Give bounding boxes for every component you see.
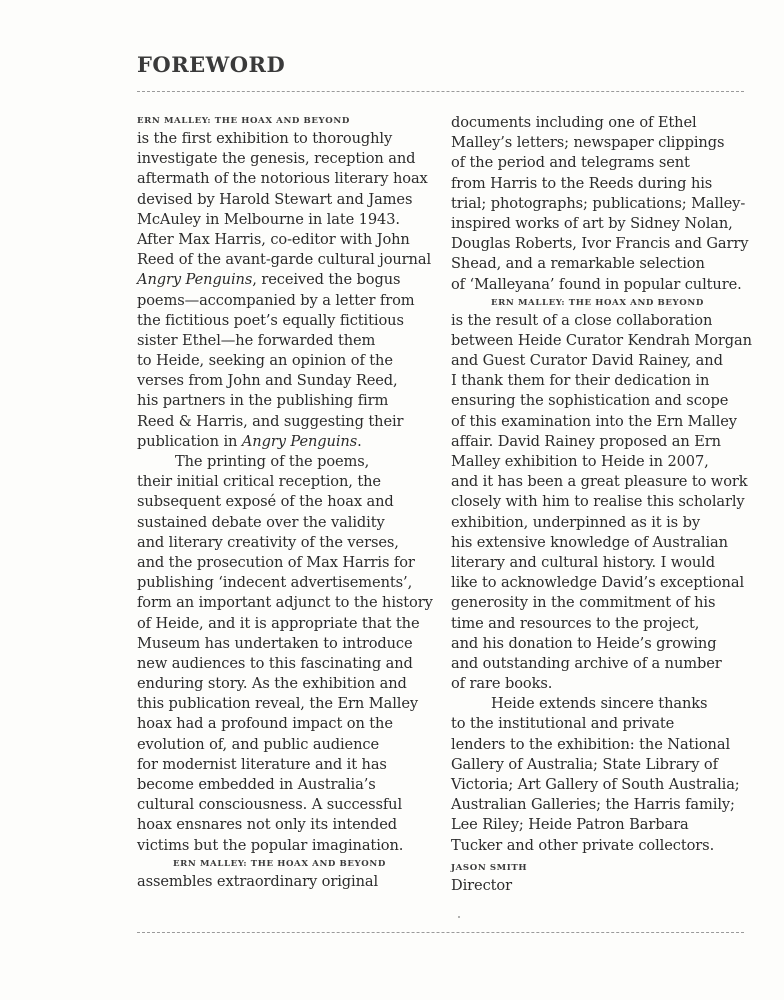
exhibition-title-smallcaps: ERN MALLEY: THE HOAX AND BEYOND bbox=[173, 858, 386, 869]
text-line: and Guest Curator David Rainey, and bbox=[451, 352, 723, 370]
text-line: subsequent exposé of the hoax and bbox=[137, 493, 394, 511]
text-line: Gallery of Australia; State Library of bbox=[451, 755, 718, 773]
text-line: Douglas Roberts, Ivor Francis and Garry bbox=[451, 235, 749, 253]
text-line: like to acknowledge David’s exceptional bbox=[451, 574, 745, 592]
left-column bbox=[137, 113, 437, 892]
text-line: ensuring the sophistication and scope bbox=[451, 392, 729, 410]
text-line: is the first exhibition to thoroughly bbox=[137, 130, 393, 147]
text-line: Australian Galleries; the Harris family; bbox=[451, 796, 735, 814]
text-line: enduring story. As the exhibition and bbox=[137, 675, 407, 693]
right-column bbox=[451, 113, 751, 896]
text-line: Reed of the avant-garde cultural journal bbox=[137, 251, 432, 269]
signature-name: JASON SMITH bbox=[451, 862, 528, 873]
text-line: literary and cultural history. I would bbox=[451, 553, 715, 571]
text-line: from Harris to the Reeds during his bbox=[451, 174, 713, 192]
text-line: After Max Harris, co-editor with John bbox=[137, 230, 410, 248]
exhibition-title-smallcaps: ERN MALLEY: THE HOAX AND BEYOND bbox=[137, 116, 350, 126]
text-line: the fictitious poet’s equally fictitious bbox=[137, 311, 404, 329]
text-line: victims but the popular imagination. bbox=[137, 836, 404, 854]
text-line: exhibition, underpinned as it is by bbox=[451, 513, 700, 531]
top-divider bbox=[137, 91, 744, 92]
speck-mark bbox=[458, 916, 460, 918]
text-line: hoax had a profound impact on the bbox=[137, 715, 393, 733]
text-line: lenders to the exhibition: the National bbox=[451, 735, 731, 753]
text-line: new audiences to this fascinating and bbox=[137, 654, 413, 672]
journal-title-italic: Angry Penguins bbox=[137, 271, 253, 289]
text-line: form an important adjunct to the history bbox=[137, 594, 433, 612]
text-line: and it has been a great pleasure to work bbox=[451, 473, 748, 491]
text-line bbox=[137, 432, 437, 452]
text-line: Lee Riley; Heide Patron Barbara bbox=[451, 816, 689, 834]
text-line: become embedded in Australia’s bbox=[137, 776, 376, 793]
text-fragment: publication in bbox=[137, 432, 242, 450]
bottom-divider bbox=[137, 932, 744, 933]
text-line: to the institutional and private bbox=[451, 715, 675, 733]
text-line: I thank them for their dedication in bbox=[451, 372, 710, 390]
text-line: sustained debate over the validity bbox=[137, 513, 385, 531]
journal-title-italic: Angry Penguins bbox=[241, 432, 358, 450]
text-line: Reed & Harris, and suggesting their bbox=[137, 412, 404, 430]
page-title: FOREWORD bbox=[137, 52, 286, 77]
text-line: of the period and telegrams sent bbox=[451, 154, 690, 172]
text-line: and outstanding archive of a number bbox=[451, 654, 722, 672]
text-line: time and resources to the project, bbox=[451, 614, 700, 632]
text-line: to Heide, seeking an opinion of the bbox=[137, 352, 393, 370]
text-line: of Heide, and it is appropriate that the bbox=[137, 614, 420, 632]
text-line: of this examination into the Ern Malley bbox=[451, 412, 737, 430]
text-line: sister Ethel—he forwarded them bbox=[137, 331, 376, 349]
text-line: Tucker and other private collectors. bbox=[451, 836, 715, 854]
text-line: between Heide Curator Kendrah Morgan bbox=[451, 331, 752, 349]
text-line: inspired works of art by Sidney Nolan, bbox=[451, 214, 733, 232]
text-line: verses from John and Sunday Reed, bbox=[137, 372, 398, 390]
text-line: and the prosecution of Max Harris for bbox=[137, 553, 415, 571]
text-line: Malley exhibition to Heide in 2007, bbox=[451, 453, 709, 470]
text-line: publishing ‘indecent advertisements’, bbox=[137, 574, 413, 592]
text-line: Victoria; Art Gallery of South Australia; bbox=[451, 776, 740, 793]
text-line: McAuley in Melbourne in late 1943. bbox=[137, 210, 400, 228]
text-line: poems—accompanied by a letter from bbox=[137, 291, 415, 309]
text-line: cultural consciousness. A successful bbox=[137, 796, 403, 814]
text-line: The printing of the poems, bbox=[175, 453, 370, 470]
text-line: devised by Harold Stewart and James bbox=[137, 190, 413, 208]
text-line: Heide extends sincere thanks bbox=[491, 695, 708, 713]
text-line: of ‘Malleyana’ found in popular culture. bbox=[451, 275, 742, 293]
text-line: and literary creativity of the verses, bbox=[137, 533, 399, 551]
text-line: his partners in the publishing firm bbox=[137, 392, 389, 410]
signature-role: Director bbox=[451, 876, 512, 894]
text-line: evolution of, and public audience bbox=[137, 735, 380, 753]
text-fragment: , received the bogus bbox=[252, 271, 401, 289]
text-fragment: . bbox=[357, 432, 362, 450]
exhibition-title-smallcaps: ERN MALLEY: THE HOAX AND BEYOND bbox=[491, 297, 704, 308]
text-line: generosity in the commitment of his bbox=[451, 594, 716, 612]
text-line: Malley’s letters; newspaper clippings bbox=[451, 134, 725, 152]
text-line: documents including one of Ethel bbox=[451, 114, 697, 131]
text-line: for modernist literature and it has bbox=[137, 755, 387, 773]
text-line: affair. David Rainey proposed an Ern bbox=[451, 432, 721, 450]
text-line: trial; photographs; publications; Malley- bbox=[451, 194, 746, 212]
text-line: aftermath of the notorious literary hoax bbox=[137, 170, 428, 188]
text-line: investigate the genesis, reception and bbox=[137, 150, 416, 168]
text-line: Shead, and a remarkable selection bbox=[451, 255, 705, 273]
text-line: hoax ensnares not only its intended bbox=[137, 816, 397, 834]
text-line: and his donation to Heide’s growing bbox=[451, 634, 717, 652]
text-line: Museum has undertaken to introduce bbox=[137, 634, 413, 652]
text-line: is the result of a close collaboration bbox=[451, 311, 713, 329]
text-line: his extensive knowledge of Australian bbox=[451, 533, 728, 551]
text-line: closely with him to realise this scholarly bbox=[451, 493, 745, 511]
text-line: this publication reveal, the Ern Malley bbox=[137, 695, 419, 713]
text-line: assembles extraordinary original bbox=[137, 872, 379, 890]
text-line bbox=[137, 270, 437, 290]
text-line: their initial critical reception, the bbox=[137, 473, 381, 491]
text-line: of rare books. bbox=[451, 675, 553, 693]
